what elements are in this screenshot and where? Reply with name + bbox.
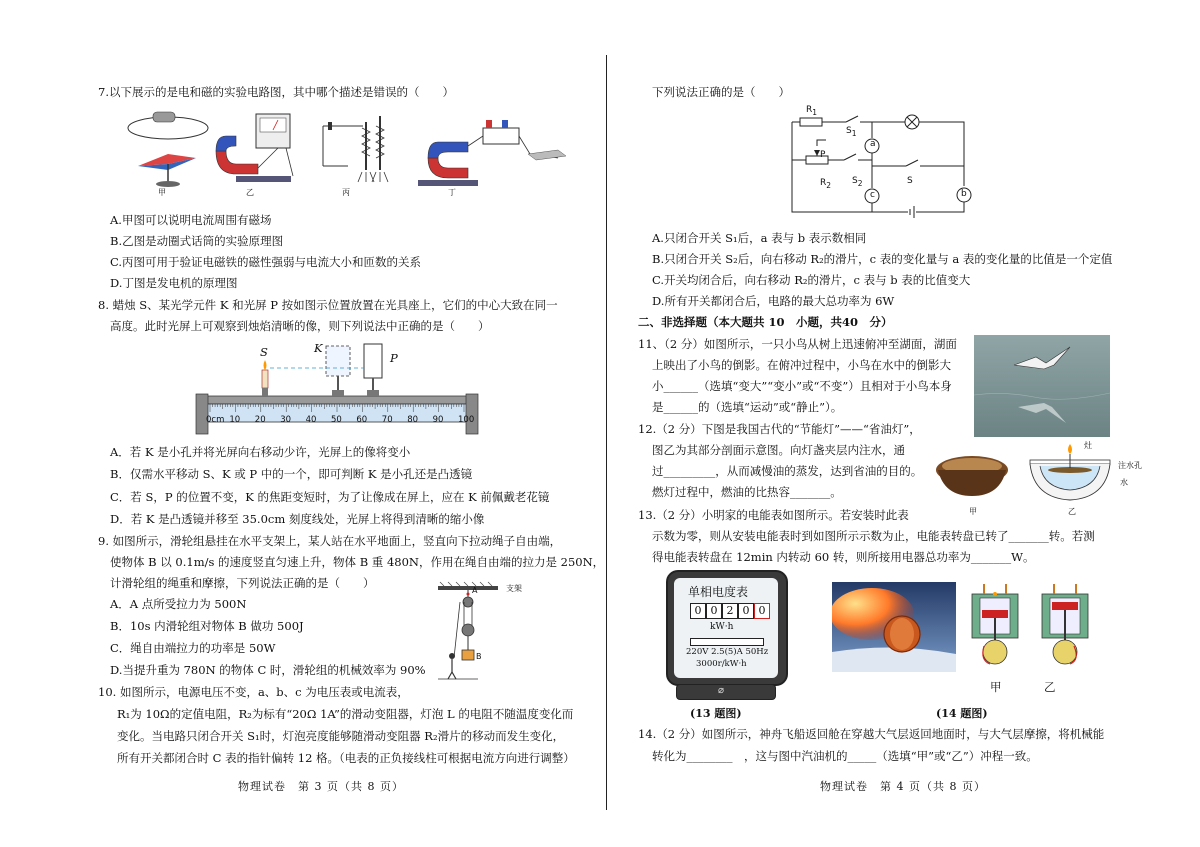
meter-unit: kW·h bbox=[710, 622, 734, 632]
section-2-heading: 二、非选择题（本大题共 10 小题，共40 分） bbox=[638, 315, 893, 329]
ruler-tick-label: 50 bbox=[331, 415, 342, 425]
q9-stem-2: 使物体 B 以 0.1m/s 的速度竖直匀速上升，物体 B 重 480N，作用在绳自由端的拉力是 250N， bbox=[110, 555, 605, 569]
q9-option-d: D.当提升重为 780N 的物体 C 时，滑轮组的机械效率为 90% bbox=[110, 663, 426, 677]
right-page bbox=[608, 0, 1200, 847]
fig-label-jia: 甲 bbox=[158, 188, 166, 197]
q7-option-b: B.乙图是动圈式话筒的实验原理图 bbox=[110, 234, 284, 248]
pulley-support-label: 支架 bbox=[506, 584, 522, 593]
fig-label-ding: 丁 bbox=[448, 188, 456, 197]
q14-line-2: 转化为________ ，这与图中汽油机的_____（选填“甲”或“乙”）冲程一致。 bbox=[652, 749, 1038, 763]
q13-line-1: 13.（2 分）小明家的电能表如图所示。若安装时此表 bbox=[638, 508, 909, 522]
ruler-tick-label: 90 bbox=[432, 415, 444, 425]
q9-option-c: C．绳自由端拉力的功率是 50W bbox=[110, 641, 276, 655]
engine-label-yi: 乙 bbox=[1044, 680, 1056, 694]
q14-figure-caption: (14 题图) bbox=[936, 707, 988, 720]
meter-digits bbox=[690, 603, 770, 619]
q10-option-b: B.只闭合开关 S₂后，向右移动 R₂的滑片，c 表的变化量与 a 表的变化量的比值是一个定值 bbox=[652, 252, 1113, 266]
circuit-label-s2: $S_2$ bbox=[852, 176, 863, 188]
ruler-tick-label: 80 bbox=[407, 415, 419, 425]
q8-stem-1: 8. 蜡烛 S、某光学元件 K 和光屏 P 按如图示位置放置在光具座上，它们的中心大致在同一 bbox=[98, 298, 558, 312]
meter-digit: 2 bbox=[722, 603, 738, 619]
meter-rate: 3000r/kW·h bbox=[696, 659, 747, 669]
q8-option-b: B．仅需水平移动 S、K 或 P 中的一个，即可判断 K 是小孔还是凸透镜 bbox=[110, 467, 473, 481]
q13-figure-caption: (13 题图) bbox=[690, 707, 742, 720]
q7-figures bbox=[118, 106, 568, 196]
q11-line-1: 11、（2 分）如图所示，一只小鸟从树上迅速俯冲至湖面，湖面 bbox=[638, 337, 957, 351]
q12-line-4: 燃灯过程中，燃油的比热容_______。 bbox=[652, 485, 842, 499]
meter-c-label: c bbox=[870, 190, 875, 200]
q10-option-a: A.只闭合开关 S₁后，a 表与 b 表示数相同 bbox=[652, 231, 867, 245]
pulley-point-a: A bbox=[472, 586, 478, 595]
fig-label-yi: 乙 bbox=[246, 188, 254, 197]
q9-option-b: B．10s 内滑轮组对物体 B 做功 500J bbox=[110, 619, 304, 633]
ruler-tick-label: 20 bbox=[254, 415, 266, 425]
q13-line-3: 得电能表转盘在 12min 内转动 60 转，则所接用电器总功率为_______W。 bbox=[652, 550, 1035, 564]
q8-option-c: C．若 S，P 的位置不变，K 的焦距变短时，为了让像成在屏上，应在 K 前佩戴老花镜 bbox=[110, 490, 550, 504]
ruler-tick-label: 60 bbox=[356, 415, 368, 425]
q8-option-a: A．若 K 是小孔并将光屏向右移动少许，光屏上的像将变小 bbox=[110, 445, 411, 459]
q10-line-4: 所有开关都闭合时 C 表的指针偏转 12 格。（电表的正负接线柱可根据电流方向进行调整） bbox=[117, 751, 575, 765]
meter-digit: 0 bbox=[738, 603, 754, 619]
ruler-tick-label: 100 bbox=[458, 415, 475, 425]
ruler-tick-label: 30 bbox=[280, 415, 292, 425]
circuit-label-r2: $R_2$ bbox=[820, 178, 832, 190]
ruler-tick-label: 40 bbox=[305, 415, 317, 425]
circuit-label-s: S bbox=[907, 176, 913, 186]
circuit-label-p: P bbox=[820, 150, 826, 160]
screen-label: P bbox=[390, 351, 398, 365]
energy-meter: 单相电度表 0 0 2 0 0 kW·h 220V 2.5(5)A 50Hz 3000r/kW·h ⌀ bbox=[666, 570, 788, 704]
lamp-label-yi: 乙 bbox=[1068, 507, 1076, 516]
left-page-footer: 物理试卷 第 3 页（共 8 页） bbox=[238, 780, 404, 793]
q10-option-c: C.开关均闭合后，向右移动 R₂的滑片，c 表与 b 表的比值变大 bbox=[652, 273, 971, 287]
reentry-capsule-photo bbox=[832, 582, 956, 672]
ruler-tick-label: 0cm bbox=[206, 415, 225, 425]
q9-stem-1: 9. 如图所示，滑轮组悬挂在水平支架上，某人站在水平地面上，竖直向下拉动绳子自由端， bbox=[98, 534, 562, 548]
q8-option-d: D．若 K 是凸透镜并移至 35.0cm 刻度线处，光屏上将得到清晰的缩小像 bbox=[110, 512, 485, 526]
circuit-label-s1: $S_1$ bbox=[846, 126, 857, 138]
meter-title: 单相电度表 bbox=[688, 585, 749, 599]
q10-cont-stem: 下列说法正确的是（ ） bbox=[652, 85, 790, 99]
q11-line-2: 上映出了小鸟的倒影。在俯冲过程中，小鸟在水中的倒影大 bbox=[652, 358, 951, 372]
page-divider bbox=[606, 55, 607, 810]
ruler-tick-label: 10 bbox=[229, 415, 241, 425]
meter-a-label: a bbox=[870, 139, 876, 149]
q12-line-3: 过_________，从而减慢油的蒸发，达到省油的目的。 bbox=[652, 464, 923, 478]
q8-stem-2: 高度。此时光屏上可观察到烛焰清晰的像，则下列说法中正确的是（ ） bbox=[110, 319, 490, 333]
meter-digit: 0 bbox=[690, 603, 706, 619]
q10-line-2: R₁为 10Ω的定值电阻，R₂为标有“20Ω 1A”的滑动变阻器，灯泡 L 的电阻不随温度变化而 bbox=[117, 707, 574, 721]
fig-label-bing: 丙 bbox=[342, 188, 350, 197]
q9-option-a: A．A 点所受拉力为 500N bbox=[110, 597, 247, 611]
q7-stem: 7.以下展示的是电和磁的实验电路图，其中哪个描述是错误的（ ） bbox=[98, 85, 454, 99]
circuit-label-r1: $R_1$ bbox=[806, 105, 818, 117]
meter-spec: 220V 2.5(5)A 50Hz bbox=[686, 647, 769, 657]
q10-option-d: D.所有开关都闭合后，电路的最大总功率为 6W bbox=[652, 294, 895, 308]
lamp-label-water: 水 bbox=[1120, 478, 1128, 487]
q7-option-c: C.丙图可用于验证电磁铁的磁性强弱与电流大小和匝数的关系 bbox=[110, 255, 422, 269]
engine-label-jia: 甲 bbox=[990, 680, 1002, 694]
q12-line-1: 12.（2 分）下图是我国古代的“节能灯”——“省油灯”， bbox=[638, 422, 921, 436]
q10-line-1: 10. 如图所示，电源电压不变，a、b、c 为电压表或电流表， bbox=[98, 685, 409, 699]
lamp-label-wick: 灶 bbox=[1084, 441, 1092, 450]
q11-line-4: 是______的（选填“运动”或“静止”）。 bbox=[652, 400, 843, 414]
candle-label: S bbox=[260, 345, 268, 359]
meter-disc-window bbox=[690, 638, 764, 646]
meter-b-label: b bbox=[961, 189, 967, 199]
lamp-label-hole: 注水孔 bbox=[1118, 461, 1142, 470]
circuit-figure bbox=[786, 100, 986, 220]
q7-option-a: A.甲图可以说明电流周围有磁场 bbox=[110, 213, 272, 227]
meter-digit-decimal: 0 bbox=[754, 603, 770, 619]
q12-line-2: 图乙为其部分剖面示意图。向灯盏夹层内注水，通 bbox=[652, 443, 905, 457]
lamp-label-jia: 甲 bbox=[969, 507, 977, 516]
q14-line-1: 14.（2 分）如图所示，神舟飞船返回舱在穿越大气层返回地面时，与大气层摩擦，将机械能 bbox=[638, 727, 1105, 741]
engine-strokes-figure bbox=[964, 580, 1100, 672]
q11-line-3: 小______（选填“变大”“变小”或“不变”）且相对于小鸟本身 bbox=[652, 379, 952, 393]
q7-option-d: D.丁图是发电机的原理图 bbox=[110, 276, 238, 290]
lens-label: K bbox=[314, 341, 323, 355]
meter-digit: 0 bbox=[706, 603, 722, 619]
q10-line-3: 变化。当电路只闭合开关 S₁时，灯泡亮度能够随滑动变阻器 R₂滑片的移动而发生变化， bbox=[117, 729, 565, 743]
q9-stem-3: 计滑轮组的绳重和摩擦，下列说法正确的是（ ） bbox=[110, 576, 375, 590]
right-page-footer: 物理试卷 第 4 页（共 8 页） bbox=[820, 780, 986, 793]
pulley-figure bbox=[438, 580, 518, 680]
ruler-tick-label: 70 bbox=[381, 415, 393, 425]
q13-line-2: 示数为零，则从安装电能表时到如图所示示数为止，电能表转盘已转了_______转。若测 bbox=[652, 529, 1095, 543]
oil-lamp-figure bbox=[934, 440, 1124, 512]
pulley-object-b: B bbox=[476, 652, 482, 661]
bird-photo bbox=[974, 335, 1110, 437]
